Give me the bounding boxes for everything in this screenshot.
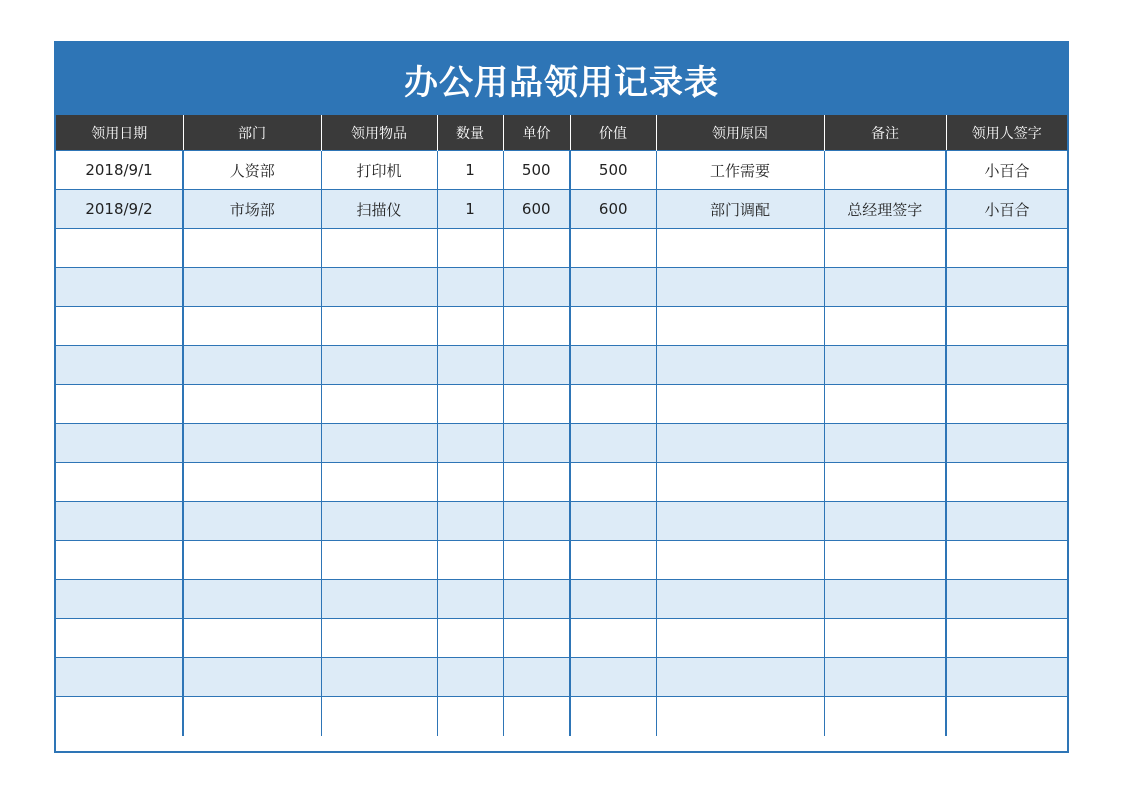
table-row [56,502,1067,541]
cell-unit-price[interactable] [503,697,570,736]
cell-quantity[interactable] [437,541,503,580]
cell-unit-price[interactable] [503,307,570,346]
cell-item[interactable] [321,307,437,346]
cell-item[interactable] [321,346,437,385]
cell-item[interactable] [321,424,437,463]
cell-signature[interactable] [946,502,1067,541]
cell-date[interactable] [56,463,183,502]
cell-signature[interactable] [946,307,1067,346]
table-row [56,268,1067,307]
cell-reason[interactable] [656,307,824,346]
cell-reason[interactable] [656,619,824,658]
column-header-reason: 领用原因 [656,115,824,151]
cell-department[interactable] [183,580,321,619]
cell-date[interactable] [56,658,183,697]
cell-department[interactable] [183,229,321,268]
cell-department[interactable]: 人资部 [183,151,321,190]
cell-signature[interactable] [946,229,1067,268]
cell-quantity[interactable] [437,502,503,541]
cell-quantity[interactable] [437,697,503,736]
cell-department[interactable] [183,385,321,424]
column-header-unit-price: 单价 [503,115,570,151]
cell-quantity[interactable] [437,424,503,463]
cell-unit-price[interactable]: 600 [503,190,570,229]
cell-signature[interactable] [946,424,1067,463]
cell-remarks[interactable] [824,268,946,307]
cell-item[interactable] [321,268,437,307]
cell-department[interactable] [183,619,321,658]
cell-remarks[interactable] [824,463,946,502]
cell-reason[interactable] [656,580,824,619]
cell-reason[interactable]: 部门调配 [656,190,824,229]
cell-quantity[interactable] [437,346,503,385]
cell-department[interactable] [183,346,321,385]
cell-unit-price[interactable] [503,463,570,502]
cell-quantity[interactable] [437,385,503,424]
cell-unit-price[interactable] [503,541,570,580]
table-row [56,463,1067,502]
column-header-remarks: 备注 [824,115,946,151]
cell-value[interactable] [570,463,656,502]
cell-value[interactable]: 600 [570,190,656,229]
cell-unit-price[interactable] [503,385,570,424]
cell-remarks[interactable] [824,229,946,268]
table-row [56,385,1067,424]
header-row [56,115,1067,151]
cell-value[interactable] [570,346,656,385]
cell-item[interactable] [321,385,437,424]
cell-item[interactable] [321,502,437,541]
cell-date[interactable] [56,619,183,658]
cell-remarks[interactable] [824,697,946,736]
cell-remarks[interactable] [824,424,946,463]
cell-unit-price[interactable] [503,580,570,619]
cell-remarks[interactable] [824,541,946,580]
cell-remarks[interactable] [824,580,946,619]
cell-unit-price[interactable] [503,229,570,268]
cell-quantity[interactable] [437,658,503,697]
column-header-value: 价值 [570,115,656,151]
cell-value[interactable]: 500 [570,151,656,190]
cell-remarks[interactable] [824,502,946,541]
cell-remarks[interactable] [824,385,946,424]
cell-unit-price[interactable]: 500 [503,151,570,190]
cell-item[interactable] [321,463,437,502]
cell-value[interactable] [570,502,656,541]
cell-date[interactable]: 2018/9/2 [56,190,183,229]
cell-reason[interactable] [656,385,824,424]
cell-date[interactable] [56,385,183,424]
cell-date[interactable] [56,307,183,346]
table-row [56,151,1067,190]
cell-quantity[interactable]: 1 [437,190,503,229]
cell-department[interactable] [183,463,321,502]
cell-department[interactable] [183,658,321,697]
record-sheet [54,41,1069,753]
column-header-quantity: 数量 [437,115,503,151]
table-row [56,619,1067,658]
cell-signature[interactable]: 小百合 [946,190,1067,229]
cell-date[interactable] [56,268,183,307]
cell-signature[interactable] [946,580,1067,619]
table-row [56,346,1067,385]
sheet-title: 办公用品领用记录表 [56,43,1067,115]
cell-quantity[interactable] [437,619,503,658]
table-row [56,424,1067,463]
cell-signature[interactable]: 小百合 [946,151,1067,190]
column-header-item: 领用物品 [321,115,437,151]
column-header-department: 部门 [183,115,321,151]
table-row [56,658,1067,697]
column-header-signature: 领用人签字 [946,115,1067,151]
cell-department[interactable] [183,697,321,736]
cell-date[interactable] [56,541,183,580]
cell-unit-price[interactable] [503,658,570,697]
cell-reason[interactable] [656,658,824,697]
records-table [56,115,1067,736]
cell-value[interactable] [570,424,656,463]
cell-value[interactable] [570,541,656,580]
cell-item[interactable] [321,658,437,697]
cell-date[interactable] [56,229,183,268]
cell-signature[interactable] [946,268,1067,307]
cell-reason[interactable] [656,502,824,541]
table-row [56,190,1067,229]
table-row [56,580,1067,619]
column-header-date: 领用日期 [56,115,183,151]
cell-value[interactable] [570,658,656,697]
cell-value[interactable] [570,580,656,619]
cell-department[interactable] [183,307,321,346]
cell-reason[interactable] [656,424,824,463]
cell-date[interactable] [56,346,183,385]
cell-value[interactable] [570,385,656,424]
cell-value[interactable] [570,697,656,736]
cell-date[interactable]: 2018/9/1 [56,151,183,190]
table-row [56,307,1067,346]
cell-unit-price[interactable] [503,502,570,541]
cell-quantity[interactable]: 1 [437,151,503,190]
cell-item[interactable] [321,229,437,268]
cell-department[interactable]: 市场部 [183,190,321,229]
cell-value[interactable] [570,307,656,346]
cell-date[interactable] [56,580,183,619]
cell-reason[interactable] [656,229,824,268]
cell-date[interactable] [56,424,183,463]
cell-unit-price[interactable] [503,424,570,463]
cell-value[interactable] [570,268,656,307]
cell-reason[interactable]: 工作需要 [656,151,824,190]
table-row [56,541,1067,580]
cell-item[interactable]: 打印机 [321,151,437,190]
cell-signature[interactable] [946,658,1067,697]
table-row [56,697,1067,736]
cell-remarks[interactable] [824,346,946,385]
cell-department[interactable] [183,502,321,541]
cell-signature[interactable] [946,619,1067,658]
cell-quantity[interactable] [437,268,503,307]
cell-remarks[interactable]: 总经理签字 [824,190,946,229]
cell-signature[interactable] [946,385,1067,424]
cell-remarks[interactable] [824,151,946,190]
cell-quantity[interactable] [437,307,503,346]
cell-unit-price[interactable] [503,619,570,658]
cell-quantity[interactable] [437,580,503,619]
cell-reason[interactable] [656,268,824,307]
cell-reason[interactable] [656,697,824,736]
cell-unit-price[interactable] [503,346,570,385]
table-row [56,229,1067,268]
cell-department[interactable] [183,424,321,463]
cell-reason[interactable] [656,541,824,580]
cell-item[interactable] [321,619,437,658]
cell-quantity[interactable] [437,463,503,502]
cell-signature[interactable] [946,463,1067,502]
cell-signature[interactable] [946,697,1067,736]
cell-item[interactable]: 扫描仪 [321,190,437,229]
cell-date[interactable] [56,697,183,736]
table-body [56,151,1067,736]
cell-remarks[interactable] [824,307,946,346]
cell-reason[interactable] [656,346,824,385]
cell-value[interactable] [570,229,656,268]
cell-item[interactable] [321,697,437,736]
cell-value[interactable] [570,619,656,658]
cell-item[interactable] [321,580,437,619]
cell-unit-price[interactable] [503,268,570,307]
cell-department[interactable] [183,541,321,580]
cell-remarks[interactable] [824,619,946,658]
cell-signature[interactable] [946,541,1067,580]
cell-date[interactable] [56,502,183,541]
cell-reason[interactable] [656,463,824,502]
cell-department[interactable] [183,268,321,307]
cell-item[interactable] [321,541,437,580]
cell-quantity[interactable] [437,229,503,268]
cell-signature[interactable] [946,346,1067,385]
cell-remarks[interactable] [824,658,946,697]
